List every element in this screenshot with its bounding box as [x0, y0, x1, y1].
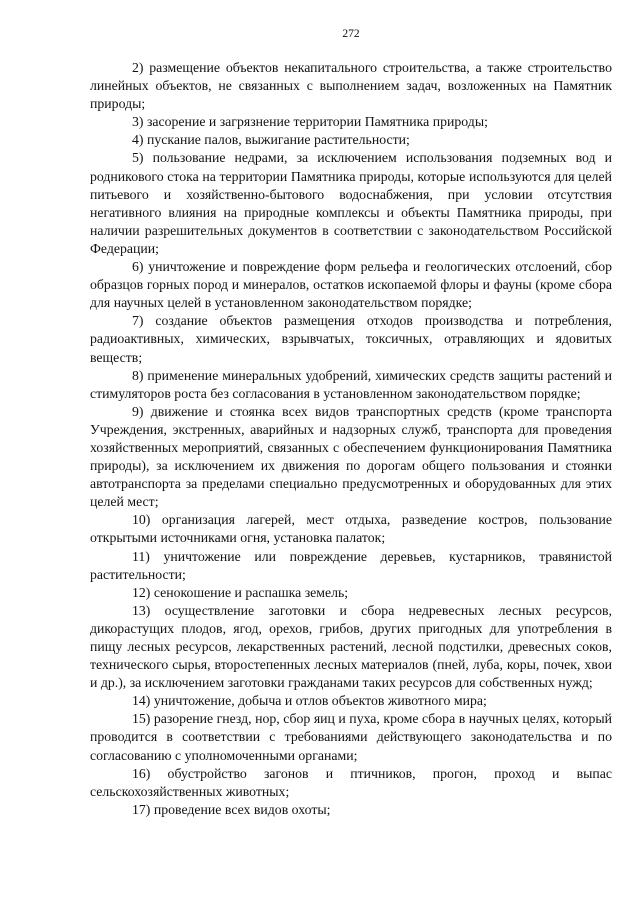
list-item-4: 4) пускание палов, выжигание растительности; [132, 132, 410, 148]
list-item-11: 11) уничтожение или повреждение деревьев, кустарников, травянистой растительности; [90, 548, 612, 582]
list-item-5: 5) пользование недрами, за исключением использования подземных вод и родникового стока на территории Памятника природы, которые используются для целей питьевого и хозяйственно-бытового водоснабжения, при условии отсутствия негативного влияния на природные комплексы и объекты Памятника природы, при наличии разрешительных документов в соответствии с законодательством Российской Федерации; [90, 150, 612, 256]
list-item-10: 10) организация лагерей, мест отдыха, разведение костров, пользование открытыми источниками огня, установка палаток; [90, 512, 612, 546]
list-item-7: 7) создание объектов размещения отходов производства и потребления, радиоактивных, химических, взрывчатых, токсичных, отравляющих и ядовитых веществ; [90, 313, 612, 365]
page-number: 272 [342, 28, 360, 40]
list-item-2: 2) размещение объектов некапитального строительства, а также строительство линейных объектов, не связанных с выполнением задач, возложенных на Памятник природы; [90, 60, 612, 112]
list-item-17: 17) проведение всех видов охоты; [132, 801, 331, 817]
list-item-3: 3) засорение и загрязнение территории Памятника природы; [132, 114, 488, 130]
list-item-13: 13) осуществление заготовки и сбора недревесных лесных ресурсов, дикорастущих плодов, ягод, орехов, грибов, других пригодных для употребления в пищу лесных ресурсов, лекарственных растений, лесной подстилки, древесных соков, технического сырья, второстепенных лесных материалов (пней, луба, коры, почек, хвои и др.), за исключением заготовки гражданами таких ресурсов для собственных нужд; [90, 602, 612, 691]
list-item-8: 8) применение минеральных удобрений, химических средств защиты растений и стимуляторов роста без согласования в установленном законодательством порядке; [90, 367, 612, 401]
list-item-12: 12) сенокошение и распашка земель; [132, 584, 349, 600]
list-item-9: 9) движение и стоянка всех видов транспортных средств (кроме транспорта Учреждения, экстренных, аварийных и надзорных служб, транспорта для проведения хозяйственных мероприятий, связанных с обеспечением функционирования Памятника природы), за исключением их движения по дорогам общего пользования и стоянки автотранспорта за пределами специально предусмотренных и оборудованных для этих целей мест; [90, 403, 612, 510]
list-item-16: 16) обустройство загонов и птичников, прогон, проход и выпас сельскохозяйственных животных; [90, 765, 612, 799]
list-item-15: 15) разорение гнезд, нор, сбор яиц и пуха, кроме сбора в научных целях, который проводится в соответствии с требованиями действующего законодательства и по согласованию с уполномоченными органами; [90, 711, 612, 763]
list-item-6: 6) уничтожение и повреждение форм рельефа и геологических отслоений, сбор образцов горных пород и минералов, остатков ископаемой флоры и фауны (кроме сбора для научных целей в установленном законодательством порядке; [90, 259, 612, 311]
list-item-14: 14) уничтожение, добыча и отлов объектов животного мира; [132, 693, 487, 709]
